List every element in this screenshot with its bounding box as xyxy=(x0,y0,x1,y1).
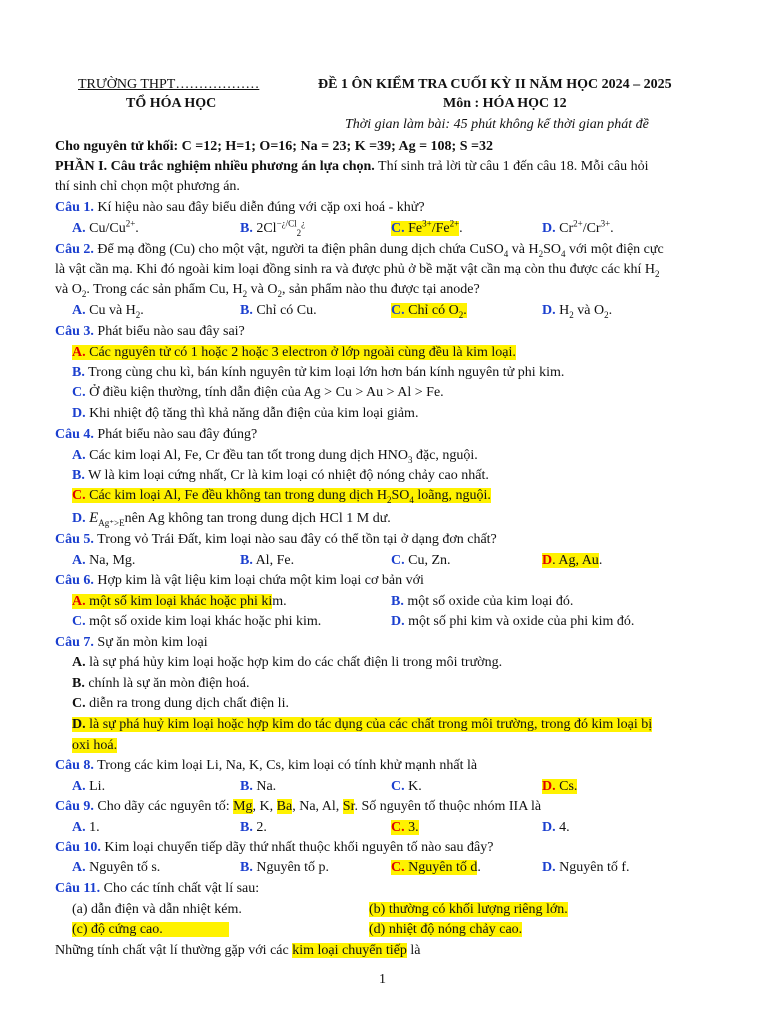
q4-stem: Câu 4. Phát biểu nào sau đây đúng? xyxy=(55,427,258,442)
q8-option-b: B. Na. xyxy=(240,779,277,794)
q2-option-a: A. Cu và $H_2$. xyxy=(72,303,144,320)
q9-option-c: C. 3. xyxy=(391,820,419,835)
q5-stem: Câu 5. Trong vỏ Trái Đất, kim loại nào sau đây có thể tồn tại ở dạng đơn chất? xyxy=(55,532,497,547)
q2-option-d: D. $H_2$ và $O_2$. xyxy=(542,303,613,320)
page-number: 1 xyxy=(379,972,386,987)
time-limit: Thời gian làm bài: 45 phút không kể thời gian phát đề xyxy=(345,117,649,132)
part1-instruction: Thí sinh trả lời từ câu 1 đến câu 18. Mỗi câu hỏi xyxy=(374,159,649,174)
q1-stem xyxy=(55,198,425,218)
q6-option-b: B. một số oxide của kim loại đó. xyxy=(391,594,574,609)
q4-option-b: B. W là kim loại cứng nhất, Cr là kim loại có nhiệt độ nóng chảy cao nhất. xyxy=(72,468,489,483)
q10-option-a: A. Nguyên tố s. xyxy=(72,860,161,875)
q5-option-b: B. Al, Fe. xyxy=(240,553,295,568)
q10-option-c: C. Nguyên tố d. xyxy=(391,860,481,875)
q6-stem: Câu 6. Hợp kim là vật liệu kim loại chứa một kim loại cơ bản với xyxy=(55,573,424,588)
q2-option-b: B. Chỉ có Cu. xyxy=(240,303,317,318)
q3-stem: Câu 3. Phát biểu nào sau đây sai? xyxy=(55,324,245,339)
q1-option-b: B. $2Cl^{-¿/Cl}_2^¿$ xyxy=(240,218,306,238)
q7-option-a: A. là sự phá hủy kim loại hoặc hợp kim do các chất điện li trong môi trường. xyxy=(72,655,503,670)
q9-option-b: B. 2. xyxy=(240,820,267,835)
exam-title: ĐỀ 1 ÔN KIỂM TRA CUỐI KỲ II NĂM HỌC 2024 – 2025 xyxy=(318,77,672,92)
q2-stem-2: là vật cần mạ. Khi đó ngoài kim loại đồng sinh ra và được phủ ở bề mặt vật cần mạ còn thu được các khí $H_2$ xyxy=(55,262,660,279)
q2-option-c: C. Chỉ có $O_2$. xyxy=(391,303,467,320)
q11-prop-c: (c) độ cứng cao. xyxy=(72,920,229,940)
q7-option-b: B. chính là sự ăn mòn điện hoá. xyxy=(72,676,250,691)
q5-option-a: A. Na, Mg. xyxy=(72,553,136,568)
q5-option-d: D. Ag, Au. xyxy=(542,553,603,568)
q8-option-a: A. Li. xyxy=(72,779,106,794)
q8-stem: Câu 8. Trong các kim loại Li, Na, K, Cs, kim loại có tính khử mạnh nhất là xyxy=(55,758,478,773)
q1-label: Câu 1. xyxy=(55,200,94,215)
q4-option-c: C. Các kim loại Al, Fe đều không tan trong dung dịch $H_2SO_4$ loãng, nguội. xyxy=(72,488,491,505)
q8-option-d: D. Cs. xyxy=(542,779,578,794)
part1-title: PHẦN I. Câu trắc nghiệm nhiều phương án lựa chọn. xyxy=(55,159,375,174)
atomic-masses: Cho nguyên tử khối: C =12; H=1; O=16; Na = 23; K =39; Ag = 108; S =32 xyxy=(55,139,493,154)
q6-option-c: C. một số oxide kim loại khác hoặc phi kim. xyxy=(72,614,322,629)
q1-option-c: C. $Fe^{3+}/Fe^{2+}$. xyxy=(391,218,463,236)
q3-option-c: C. Ở điều kiện thường, tính dẫn điện của Ag > Cu > Au > Al > Fe. xyxy=(72,385,444,400)
q6-option-a: A. một số kim loại khác hoặc phi kim. xyxy=(72,594,287,609)
part1-heading xyxy=(55,157,648,177)
q9-option-d: D. 4. xyxy=(542,820,570,835)
q10-option-b: B. Nguyên tố p. xyxy=(240,860,330,875)
q2-stem-3: và $O_2$. Trong các sản phẩm Cu, $H_2$ và $O_2$, sản phẩm nào thu được tại anode? xyxy=(55,282,480,299)
q1-option-a: A. $Cu/Cu^{2+}$. xyxy=(72,218,139,236)
q11-prop-b: (b) thường có khối lượng riêng lớn. xyxy=(369,902,568,917)
q4-option-a: A. Các kim loại Al, Fe, Cr đều tan tốt trong dung dịch $HNO_3$ đặc, nguội. xyxy=(72,448,478,465)
q4-option-d: D. $E_{Ag^+>E}nên$ Ag không tan trong dung dịch HCl 1 M dư. xyxy=(72,510,391,528)
q1-text: Kí hiệu nào sau đây biểu diễn đúng với cặp oxi hoá - khử? xyxy=(93,200,425,215)
q8-option-c: C. K. xyxy=(391,779,422,794)
part1-instruction-2: thí sinh chỉ chọn một phương án. xyxy=(55,179,240,194)
q11-tail: Những tính chất vật lí thường gặp với các kim loại chuyển tiếp là xyxy=(55,943,421,958)
q5-option-c: C. Cu, Zn. xyxy=(391,553,451,568)
q9-stem: Câu 9. Cho dãy các nguyên tố: Mg, K, Ba, Na, Al, Sr. Số nguyên tố thuộc nhóm IIA là xyxy=(55,799,542,814)
q6-option-d: D. một số phi kim và oxide của phi kim đó. xyxy=(391,614,635,629)
q10-stem: Câu 10. Kim loại chuyển tiếp dãy thứ nhất thuộc khối nguyên tố nào sau đây? xyxy=(55,840,494,855)
q10-option-d: D. Nguyên tố f. xyxy=(542,860,630,875)
q9-option-a: A. 1. xyxy=(72,820,100,835)
q11-prop-d: (d) nhiệt độ nóng chảy cao. xyxy=(369,922,523,937)
q11-prop-a: (a) dẫn điện và dẫn nhiệt kém. xyxy=(72,902,242,917)
school-name: TRƯỜNG THPT……………… xyxy=(78,77,260,92)
q7-option-d-cont: oxi hoá. xyxy=(72,738,118,753)
q3-option-a: A. Các nguyên tử có 1 hoặc 2 hoặc 3 electron ở lớp ngoài cùng đều là kim loại. xyxy=(72,345,516,360)
department: TỔ HÓA HỌC xyxy=(126,96,217,111)
q7-option-d: D. là sự phá huỷ kim loại hoặc hợp kim do tác dụng của các chất trong môi trường, trong đó kim loại bị xyxy=(72,717,653,732)
q11-stem: Câu 11. Cho các tính chất vật lí sau: xyxy=(55,881,260,896)
q1-option-d: D. $Cr^{2+}/Cr^{3+}$. xyxy=(542,218,614,236)
q7-option-c: C. diễn ra trong dung dịch chất điện li. xyxy=(72,696,289,711)
subject: Môn : HÓA HỌC 12 xyxy=(443,96,567,111)
q3-option-b: B. Trong cùng chu kì, bán kính nguyên tử kim loại lớn hơn bán kính nguyên tử phi kim. xyxy=(72,365,565,380)
q2-stem-1: Câu 2. Để mạ đồng (Cu) cho một vật, người ta điện phân dung dịch chứa CuSO$_4$ và $H_2SO_4$ với một điện cực xyxy=(55,242,664,259)
q3-option-d: D. Khi nhiệt độ tăng thì khả năng dẫn điện của kim loại giảm. xyxy=(72,406,419,421)
q7-stem: Câu 7. Sự ăn mòn kim loại xyxy=(55,635,208,650)
